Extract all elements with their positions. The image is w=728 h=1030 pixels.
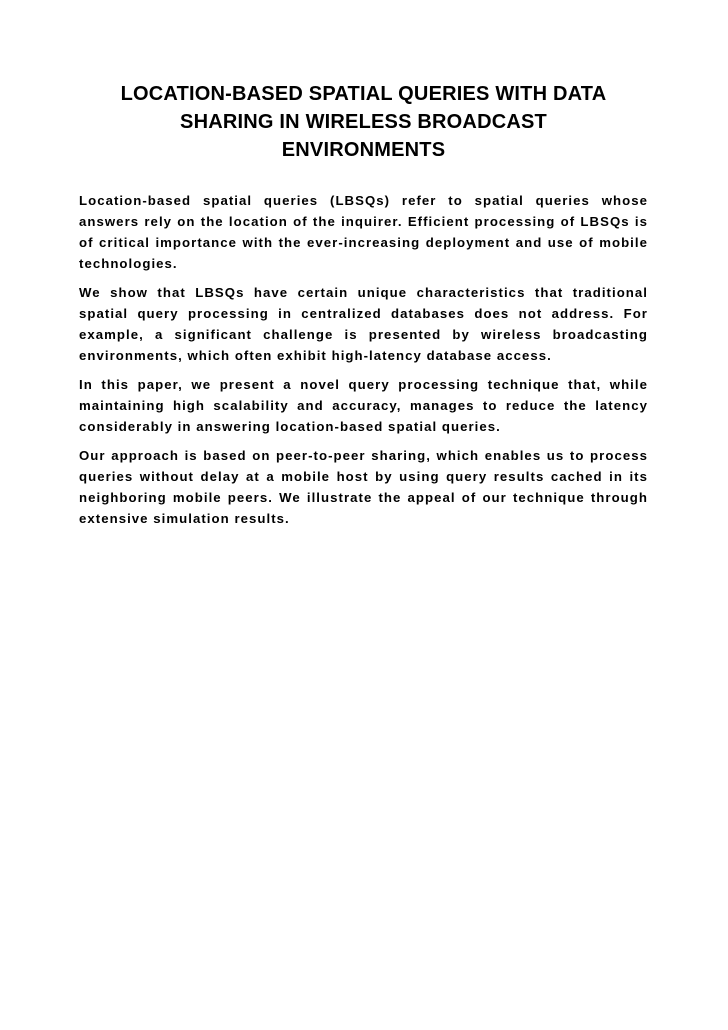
title-line-3: ENVIRONMENTS (281, 139, 446, 161)
abstract-paragraph-1: Location-based spatial queries (LBSQs) refer to spatial queries whose answers rely on the location of the inquirer. Efficient processing of LBSQs is of critical importance with the ever-increasing deployment and use of mobile technologies. (79, 193, 648, 271)
abstract-paragraph-4: Our approach is based on peer-to-peer sharing, which enables us to process queries without delay at a mobile host by using query results cached in its neighboring mobile peers. We illustrate the appeal of our technique through extensive simulation results. (79, 448, 648, 526)
abstract-paragraph-3: In this paper, we present a novel query processing technique that, while maintaining high scalability and accuracy, manages to reduce the latency considerably in answering location-based spatial queries. (79, 377, 648, 434)
abstract (79, 190, 648, 529)
paper-title (79, 80, 648, 164)
title-line-2: SHARING IN WIRELESS BROADCAST (180, 111, 547, 133)
abstract-paragraph-2: We show that LBSQs have certain unique characteristics that traditional spatial query processing in centralized databases does not address. For example, a significant challenge is presented by wireless broadcasting environments, which often exhibit high-latency database access. (79, 285, 648, 363)
title-line-1: LOCATION-BASED SPATIAL QUERIES WITH DATA (120, 83, 607, 105)
